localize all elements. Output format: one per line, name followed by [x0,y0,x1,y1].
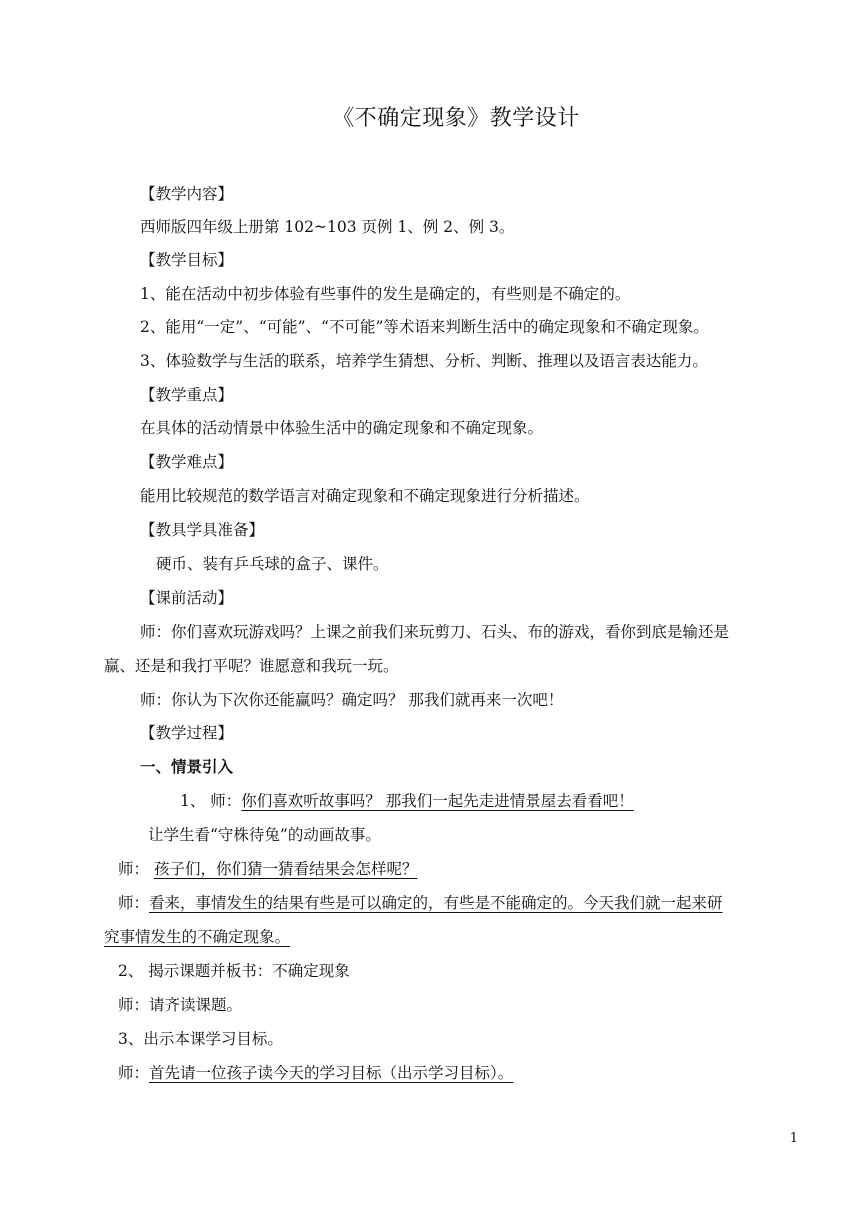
teacher-statement-b [104,926,290,948]
intro-step-2: 2、 揭示课题并板书：不确定现象 [118,962,350,980]
intro-step-3: 3、出示本课学习目标。 [118,1030,283,1048]
goal-item-3: 3、体验数学与生活的联系，培养学生猜想、分析、判断、推理以及语言表达能力。 [140,352,708,370]
paragraph-teaching-content: 西师版四年级上册第 102~103 页例 1、例 2、例 3。 [140,218,515,236]
intro-step-1-prefix: 1、 师： [180,792,242,810]
teacher-goal-reading [118,1062,513,1084]
section-heading-intro: 一、情景引入 [140,758,234,776]
heading-pre-class: 【课前活动】 [140,589,234,607]
page-number: 1 [789,1131,798,1146]
intro-step-1 [180,790,634,812]
paragraph-key-points: 在具体的活动情景中体验生活中的确定现象和不确定现象。 [140,419,544,437]
teacher-statement-text-b: 究事情发生的不确定现象。 [104,928,291,946]
pre-class-line-1a: 师：你们喜欢玩游戏吗？上课之前我们来玩剪刀、石头、布的游戏，看你到底是输还是 [140,623,730,641]
paragraph-difficulties: 能用比较规范的数学语言对确定现象和不确定现象进行分析描述。 [140,487,590,505]
heading-process: 【教学过程】 [140,724,234,742]
pre-class-line-1b: 赢、还是和我打平呢？谁愿意和我玩一玩。 [104,657,399,675]
heading-materials: 【教具学具准备】 [140,521,265,539]
goal-item-1: 1、能在活动中初步体验有些事件的发生是确定的，有些则是不确定的。 [140,285,631,303]
teacher-goal-reading-text: 首先请一位孩子读今天的学习目标（出示学习目标）。 [149,1064,514,1082]
paragraph-materials: 硬币、装有乒乓球的盒子、课件。 [156,555,389,573]
teacher-question [118,858,417,880]
heading-key-points: 【教学重点】 [140,386,234,404]
goal-item-2: 2、能用“一定”、“可能”、“不可能”等术语来判断生活中的确定现象和不确定现象。 [140,318,709,336]
teacher-statement-a [118,892,723,914]
heading-teaching-content: 【教学内容】 [140,185,234,203]
teacher-statement-text-a: 看来，事情发生的结果有些是可以确定的，有些是不能确定的。今天我们就一起来研 [149,894,723,912]
teacher-statement-prefix: 师： [118,894,150,912]
pre-class-line-2: 师：你认为下次你还能赢吗？确定吗？ 那我们就再来一次吧！ [140,691,564,709]
teacher-question-prefix: 师： [118,860,154,878]
intro-step-1-text: 你们喜欢听故事吗？ 那我们一起先走进情景屋去看看吧！ [241,792,634,810]
teacher-read-title: 师：请齐读课题。 [118,996,243,1014]
intro-step-1-note: 让学生看“守株待兔”的动画故事。 [148,826,381,844]
heading-teaching-goals: 【教学目标】 [140,251,234,269]
document-title: 《不确定现象》教学设计 [332,106,580,131]
teacher-question-text: 孩子们，你们猜一猜看结果会怎样呢？ [153,860,418,878]
teacher-goal-reading-prefix: 师： [118,1064,150,1082]
heading-difficulties: 【教学难点】 [140,453,234,471]
